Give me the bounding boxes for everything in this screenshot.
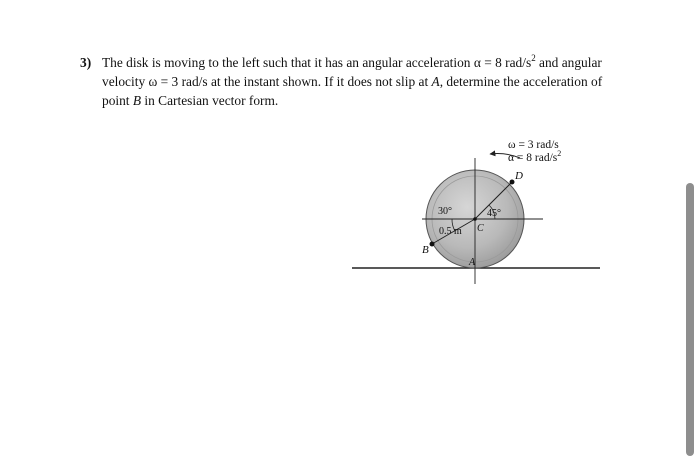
- alpha-label-exponent: 2: [557, 149, 562, 158]
- problem-line-3b: in Cartesian vector form.: [141, 93, 279, 108]
- problem-text: [102, 53, 625, 110]
- point-a-label: A: [469, 257, 476, 268]
- point-b-label: B: [422, 244, 429, 256]
- vertical-scrollbar[interactable]: [686, 183, 694, 456]
- point-d-dot: [510, 180, 515, 185]
- problem-line-3a: point: [102, 93, 133, 108]
- point-b-dot: [430, 242, 435, 247]
- alpha-label: [508, 149, 561, 164]
- problem-line-2a: velocity ω = 3 rad/s at the instant shown. If it does not slip at: [102, 74, 432, 89]
- problem-statement: [80, 53, 625, 110]
- point-d-label: D: [515, 170, 523, 182]
- radius-label: 0.5 m: [439, 226, 462, 237]
- problem-line-1: The disk is moving to the left such that it has an angular acceleration α = 8 rad/s: [102, 55, 532, 70]
- point-a-ref: A: [431, 74, 440, 89]
- problem-number: 3): [80, 55, 92, 70]
- angle-45-label: 45°: [487, 208, 501, 219]
- angle-30-label: 30°: [438, 206, 452, 217]
- alpha-label-text: α = 8 rad/s: [508, 152, 558, 164]
- point-c-label: C: [477, 223, 484, 234]
- problem-line-2b: , determine the acceleration of: [439, 74, 603, 89]
- point-c-dot: [473, 217, 477, 221]
- point-b-ref: B: [132, 93, 142, 108]
- disk-figure: [340, 134, 610, 299]
- omega-label: ω = 3 rad/s: [508, 139, 559, 151]
- problem-line-1-end: and angular: [535, 55, 602, 70]
- alpha-units-exponent: 2: [531, 52, 536, 63]
